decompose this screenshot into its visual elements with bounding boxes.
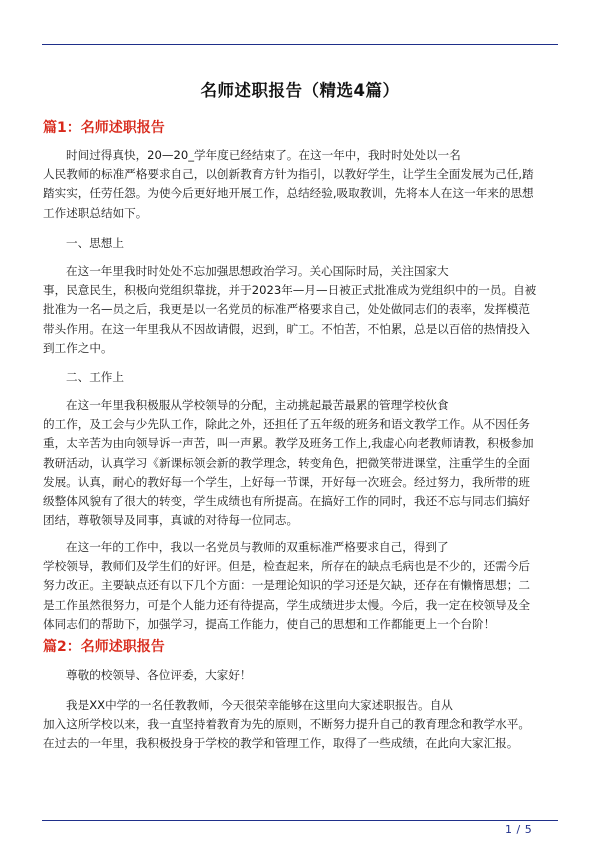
section-1-heading: 篇1：名师述职报告 — [43, 120, 165, 136]
section-1-intro — [43, 146, 559, 223]
subsection-title-ideology: 一、思想上 — [66, 236, 124, 250]
text-line: 事，民意民生，积极向党组织靠拢，并于2023年—月—日被正式批准成为党组织中的一员。自被 — [43, 283, 537, 298]
document-title: 名师述职报告（精选4篇） — [200, 81, 400, 100]
text-line: 是工作虽然很努力，可是个人能力还有待提高，学生成绩进步太慢。今后，我一定在校领导及全 — [43, 597, 530, 612]
text-line: 到工作之中。 — [43, 340, 113, 355]
section-1-closing — [43, 538, 559, 634]
text-line: 在过去的一年里，我积极投身于学校的教学和管理工作，取得了一些成绩，在此向大家汇报。 — [43, 736, 519, 751]
text-line: 踏实实，任劳任怨。为使今后更好地开展工作，总结经验,吸取教训，先将本人在这一年来的思想 — [43, 186, 534, 201]
footer-rule — [42, 820, 558, 821]
section-2-heading: 篇2：名师述职报告 — [43, 639, 165, 655]
text-line: 的工作，及工会与少先队工作，除此之外，还担任了五年级的班务和语文教学工作。从不因任务 — [43, 417, 530, 432]
text-line: 团结，尊敬领导及同事，真诚的对待每一位同志。 — [43, 513, 299, 528]
text-line: 带头作用。在这一年里我从不因故请假，迟到，旷工。不怕苦，不怕累，总是以百倍的热情投入 — [43, 321, 530, 336]
section-2-intro — [43, 696, 559, 754]
header-rule — [42, 44, 558, 45]
text-line: 教研活动，认真学习《新课标领会新的教学理念，转变角色，把微笑带进课堂，注重学生的全面 — [43, 455, 530, 470]
text-line: 时间过得真快，20—20_学年度已经结束了。在这一年中，我时时处处以一名 — [66, 148, 461, 162]
text-line: 学校领导，教师们及学生们的好评。但是，检查起来，所存在的缺点毛病也是不少的，还需今后 — [43, 559, 530, 574]
text-line: 级整体风貌有了很大的转变，学生成绩也有所提高。在搞好工作的同时，我还不忘与同志们搞好 — [43, 494, 530, 509]
section-2-greeting: 尊敬的校领导、各位评委，大家好！ — [66, 668, 252, 682]
text-line: 人民教师的标准严格要求自己，以创新教育方针为指引，以教好学生，让学生全面发展为己任,踏 — [43, 167, 534, 182]
text-line: 加入这所学校以来，我一直坚持着教育为先的原则，不断努力提升自己的教育理念和教学水平。 — [43, 717, 530, 732]
text-line: 努力改正。主要缺点还有以下几个方面：一是理论知识的学习还是欠缺，还存在有懒惰思想；二 — [43, 578, 530, 593]
section-1-work — [43, 396, 559, 530]
text-line: 重，太辛苦为由向领导诉一声苦，叫一声累。教学及班务工作上,我虚心向老教师请教，积极参加 — [43, 436, 534, 451]
page-number: 1 / 5 — [505, 823, 533, 836]
subsection-title-work: 二、工作上 — [66, 370, 124, 384]
text-line: 在这一年里我时时处处不忘加强思想政治学习。关心国际时局，关注国家大 — [66, 264, 449, 278]
section-1-ideology — [43, 262, 559, 358]
text-line: 在这一年里我积极服从学校领导的分配，主动挑起最苦最累的管理学校伙食 — [66, 398, 449, 412]
text-line: 工作述职总结如下。 — [43, 205, 148, 220]
text-line: 批准为一名—员之后，我更是以一名党员的标准严格要求自己，处处做同志们的表率，发挥模范 — [43, 302, 530, 317]
text-line: 我是XX中学的一名任教教师，今天很荣幸能够在这里向大家述职报告。自从 — [66, 698, 453, 712]
text-line: 发展。认真，耐心的教好每一个学生，上好每一节课，开好每一次班会。经过努力，我所带的班 — [43, 474, 530, 489]
text-line: 体同志们的帮助下，加强学习，提高工作能力，使自己的思想和工作都能更上一个台阶！ — [43, 616, 496, 631]
text-line: 在这一年的工作中，我以一名党员与教师的双重标准严格要求自己，得到了 — [66, 540, 449, 554]
